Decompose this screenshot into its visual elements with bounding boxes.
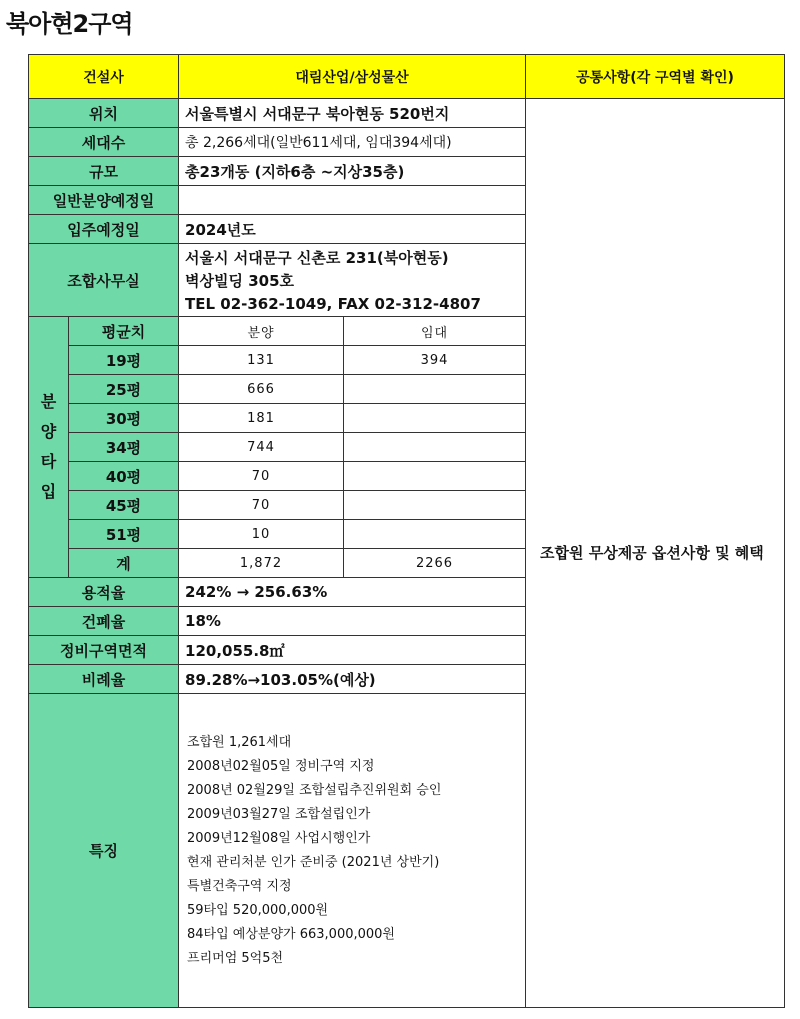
rent-cell — [344, 462, 526, 491]
size-cell: 30평 — [69, 404, 179, 433]
sale-cell: 10 — [179, 520, 344, 549]
sale-type-group-label — [29, 317, 69, 578]
rent-head: 임대 — [344, 317, 526, 346]
scale-label: 규모 — [29, 157, 179, 186]
sale-date-value — [179, 186, 526, 215]
proportion-value: 89.28%→103.05%(예상) — [179, 665, 526, 694]
bcr-label: 건폐율 — [29, 607, 179, 636]
rent-total: 2266 — [344, 549, 526, 578]
list-item: 2009년03월27일 조합설립인가 — [187, 806, 371, 822]
far-label: 용적율 — [29, 578, 179, 607]
office-contact: TEL 02-362-1049, FAX 02-312-4807 — [185, 294, 481, 313]
area-value: 120,055.8㎡ — [179, 636, 526, 665]
size-cell: 25평 — [69, 375, 179, 404]
size-cell: 51평 — [69, 520, 179, 549]
scale-value: 총23개동 (지하6층 ~지상35층) — [179, 157, 526, 186]
common-notes: 조합원 무상제공 옵션사항 및 혜택 — [526, 99, 785, 1008]
list-item: 2009년12월08일 사업시행인가 — [187, 830, 371, 846]
office-value — [179, 244, 526, 317]
rent-cell — [344, 491, 526, 520]
move-in-label: 입주예정일 — [29, 215, 179, 244]
size-cell: 계 — [69, 549, 179, 578]
sale-type-char: 입 — [40, 482, 57, 501]
sale-date-label: 일반분양예정일 — [29, 186, 179, 215]
rent-cell — [344, 404, 526, 433]
rent-cell — [344, 433, 526, 462]
sale-cell: 131 — [179, 346, 344, 375]
far-value: 242% → 256.63% — [179, 578, 526, 607]
bcr-value: 18% — [179, 607, 526, 636]
sale-cell: 744 — [179, 433, 344, 462]
list-item: 59타입 520,000,000원 — [187, 902, 329, 918]
location-label: 위치 — [29, 99, 179, 128]
redevelopment-info-table — [28, 54, 785, 1008]
sale-type-char: 양 — [40, 422, 57, 441]
size-cell: 19평 — [69, 346, 179, 375]
rent-cell — [344, 375, 526, 404]
list-item: 특별건축구역 지정 — [187, 878, 292, 894]
households-value: 총 2,266세대(일반611세대, 임대394세대) — [179, 128, 526, 157]
proportion-label: 비례율 — [29, 665, 179, 694]
page-title: 북아현2구역 — [6, 10, 133, 38]
list-item: 2008년 02월29일 조합설립추진위원회 승인 — [187, 782, 442, 798]
builder-label: 건설사 — [29, 55, 179, 99]
sale-total: 1,872 — [179, 549, 344, 578]
move-in-value: 2024년도 — [179, 215, 526, 244]
size-head: 평균치 — [69, 317, 179, 346]
features-label: 특징 — [29, 694, 179, 1008]
sale-cell: 70 — [179, 462, 344, 491]
list-item: 2008년02월05일 정비구역 지정 — [187, 758, 375, 774]
header-row — [29, 55, 785, 99]
office-building: 벽상빌딩 305호 — [185, 271, 294, 290]
office-label: 조합사무실 — [29, 244, 179, 317]
size-cell: 40평 — [69, 462, 179, 491]
sale-cell: 70 — [179, 491, 344, 520]
builder-value: 대림산업/삼성물산 — [179, 55, 526, 99]
list-item: 84타입 예상분양가 663,000,000원 — [187, 926, 395, 942]
list-item: 현재 관리처분 인가 준비중 (2021년 상반기) — [187, 854, 440, 870]
location-row — [29, 99, 785, 128]
size-cell: 34평 — [69, 433, 179, 462]
area-label: 정비구역면적 — [29, 636, 179, 665]
sale-cell: 181 — [179, 404, 344, 433]
common-header: 공통사항(각 구역별 확인) — [526, 55, 785, 99]
features-list — [179, 694, 526, 1008]
location-value: 서울특별시 서대문구 북아현동 520번지 — [179, 99, 526, 128]
list-item: 프리머엄 5억5천 — [187, 950, 284, 966]
sale-type-char: 분 — [40, 392, 57, 411]
rent-cell — [344, 520, 526, 549]
office-address: 서울시 서대문구 신촌로 231(북아현동) — [185, 248, 449, 267]
rent-cell: 394 — [344, 346, 526, 375]
sale-type-char: 타 — [40, 452, 57, 471]
sale-cell: 666 — [179, 375, 344, 404]
households-label: 세대수 — [29, 128, 179, 157]
sale-head: 분양 — [179, 317, 344, 346]
size-cell: 45평 — [69, 491, 179, 520]
list-item: 조합원 1,261세대 — [187, 734, 292, 750]
